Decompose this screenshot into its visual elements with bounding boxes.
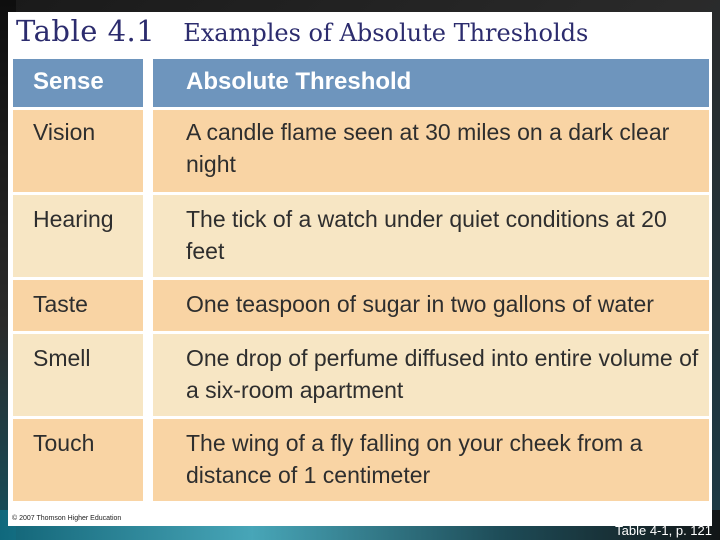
table-number: Table 4.1	[16, 14, 156, 48]
table-row	[13, 419, 709, 501]
table-row	[13, 280, 709, 331]
cell-threshold: One teaspoon of sugar in two gallons of water	[153, 280, 709, 331]
header-threshold: Absolute Threshold	[153, 59, 709, 107]
table-row	[13, 334, 709, 416]
textbook-page	[8, 12, 712, 526]
table-caption: Examples of Absolute Thresholds	[183, 19, 589, 47]
header-sense: Sense	[13, 59, 143, 107]
cell-threshold: One drop of perfume diffused into entire volume of a six-room apartment	[153, 334, 709, 416]
cell-sense: Smell	[13, 334, 143, 416]
table-row	[13, 110, 709, 192]
column-gap	[143, 59, 153, 107]
cell-sense: Touch	[13, 419, 143, 501]
cell-sense: Taste	[13, 280, 143, 331]
table-heading	[16, 14, 588, 58]
cell-threshold: The wing of a fly falling on your cheek from a distance of 1 centimeter	[153, 419, 709, 501]
table-header-row	[13, 59, 709, 107]
cell-sense: Vision	[13, 110, 143, 192]
source-label: Table 4-1, p. 121	[615, 523, 712, 538]
cell-threshold: A candle flame seen at 30 miles on a dark clear night	[153, 110, 709, 192]
table-row	[13, 195, 709, 277]
cell-threshold: The tick of a watch under quiet conditions at 20 feet	[153, 195, 709, 277]
absolute-thresholds-table	[13, 59, 709, 501]
copyright-notice: © 2007 Thomson Higher Education	[12, 515, 122, 522]
cell-sense: Hearing	[13, 195, 143, 277]
